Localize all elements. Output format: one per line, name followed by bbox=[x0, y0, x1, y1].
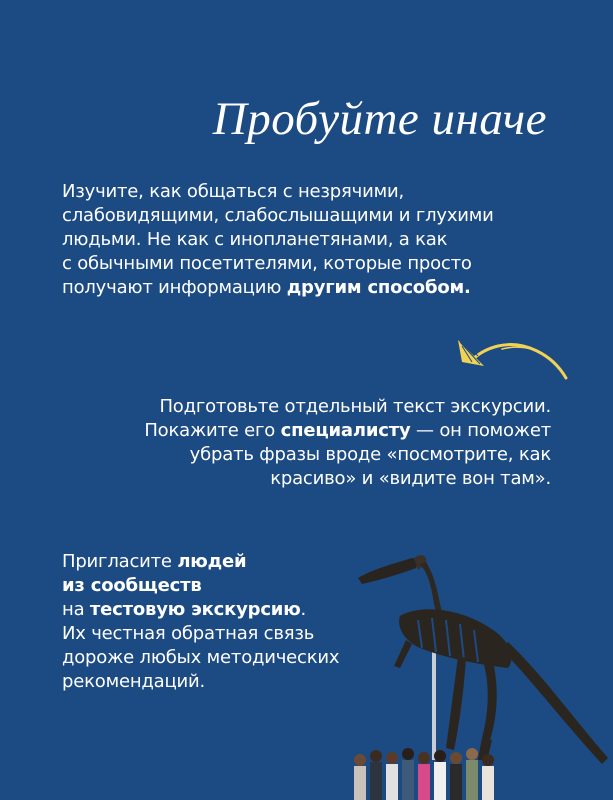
text-line: дороже любых методических bbox=[62, 647, 340, 668]
text-line bbox=[62, 550, 342, 574]
text-emphasis: тестовую экскурсию bbox=[89, 599, 301, 620]
paragraph-text-prep bbox=[131, 395, 551, 491]
text-line: Их честная обратная связь bbox=[62, 623, 315, 644]
text-line: убрать фразы вроде «посмотрите, как bbox=[189, 444, 551, 465]
text-punct: . bbox=[300, 599, 307, 620]
text-line: с обычными посетителями, которые просто bbox=[62, 253, 472, 274]
text-plain: Пригласите bbox=[62, 551, 178, 572]
text-plain: Покажите его bbox=[144, 420, 281, 441]
text-line: Изучите, как общаться с незрячими, bbox=[62, 181, 404, 202]
text-emphasis: другим способом bbox=[286, 277, 465, 298]
text-line: рекомендаций. bbox=[62, 671, 206, 692]
text-punct: . bbox=[464, 277, 471, 298]
text-line: красиво» и «видите вон там». bbox=[270, 468, 551, 489]
text-plain: — он поможет bbox=[410, 420, 551, 441]
paragraph-invite bbox=[62, 550, 342, 694]
page-title: Пробуйте иначе bbox=[212, 93, 547, 145]
text-plain: получают информацию bbox=[62, 277, 287, 298]
text-plain: на bbox=[62, 599, 90, 620]
text-line bbox=[131, 419, 551, 443]
text-line bbox=[62, 598, 342, 622]
text-line: слабовидящими, слабослышащими и глухими bbox=[62, 205, 494, 226]
text-emphasis: из сообществ bbox=[62, 575, 202, 596]
text-line bbox=[62, 574, 342, 598]
text-line bbox=[62, 276, 502, 300]
dinosaur-skeleton-photo bbox=[340, 548, 613, 800]
text-line: Подготовьте отдельный текст экскурсии. bbox=[159, 396, 551, 417]
text-emphasis: людей bbox=[177, 551, 247, 572]
paragraph-study bbox=[62, 180, 502, 300]
text-line: людьми. Не как с инопланетянами, а как bbox=[62, 229, 448, 250]
hand-drawn-arrow-icon bbox=[452, 326, 572, 384]
text-emphasis: специалисту bbox=[280, 420, 411, 441]
